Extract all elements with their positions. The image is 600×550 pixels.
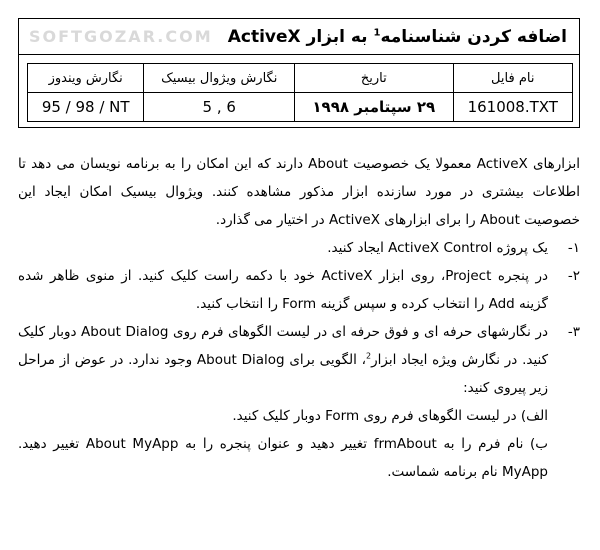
col-header-filename: نام فایل (453, 64, 573, 93)
step-3-text-b: ، الگویی برای About Dialog وجود ندارد. در عوض از مراحل زیر پیروی کنید: (18, 352, 548, 396)
title-bar (19, 19, 579, 55)
intro-paragraph: ابزارهای ActiveX معمولا یک خصوصیت About دارند که این امکان را به برنامه نویسان می دهد تا اطلاعات بیشتری در مورد سازنده ابزار مذکور مشاهده کنند. ویژوال بیسیک امکان ایجاد این خصوصیت About را برای ابزارهای ActiveX در اختیار می گذارد. (18, 156, 580, 228)
document-header-box (18, 18, 580, 128)
watermark-text: SOFTGOZAR.COM (29, 27, 213, 46)
info-table-value-row (28, 93, 573, 122)
step-3 (18, 318, 580, 402)
col-header-date: تاریخ (295, 64, 453, 93)
step-2-number: ۲- (567, 268, 580, 284)
sub-step-a: الف) در لیست الگوهای فرم روی Form دوبار کلیک کنید. (232, 408, 548, 424)
step-3-number: ۳- (567, 324, 580, 340)
document-body (18, 150, 580, 486)
sub-step-b: ب) نام فرم را به frmAbout تغییر دهید و عنوان پنجره را به About MyApp تغییر دهید. MyApp نام برنامه شماست. (18, 436, 549, 480)
step-1-number: ۱- (567, 240, 580, 256)
info-table-header-row (28, 64, 573, 93)
cell-vb-version: 5 , 6 (144, 93, 295, 122)
title-tail: به ابزار ActiveX (227, 26, 374, 47)
col-header-windows-version: نگارش ویندوز (28, 64, 144, 93)
col-header-vb-version: نگارش ویژوال بیسیک (144, 64, 295, 93)
info-table (27, 63, 573, 122)
cell-filename: 161008.TXT (453, 93, 573, 122)
step-3-text-a: در نگارشهای حرفه ای و فوق حرفه ای در لیست الگوهای فرم روی About Dialog دوبار کلیک کنید. در نگارش ویژه ایجاد ابزار (18, 324, 549, 368)
step-3-text (18, 318, 548, 402)
page-title (228, 27, 567, 47)
step-3-footnote-marker: 2 (366, 351, 372, 361)
step-1-text: یک پروژه ActiveX Control ایجاد کنید. (327, 240, 548, 256)
step-2 (18, 262, 580, 318)
title-main: اضافه کردن شناسنامه (380, 26, 567, 47)
title-footnote-marker: 1 (373, 26, 381, 38)
cell-date: ۲۹ سپتامبر ۱۹۹۸ (295, 93, 453, 122)
step-1 (18, 234, 580, 262)
cell-windows-version: 95 / 98 / NT (28, 93, 144, 122)
step-2-text: در پنجره Project، روی ابزار ActiveX خود با دکمه راست کلیک کنید. از منوی ظاهر شده گزینه Add را انتخاب کرده و سپس گزینه Form را انتخاب کنید. (18, 268, 548, 312)
